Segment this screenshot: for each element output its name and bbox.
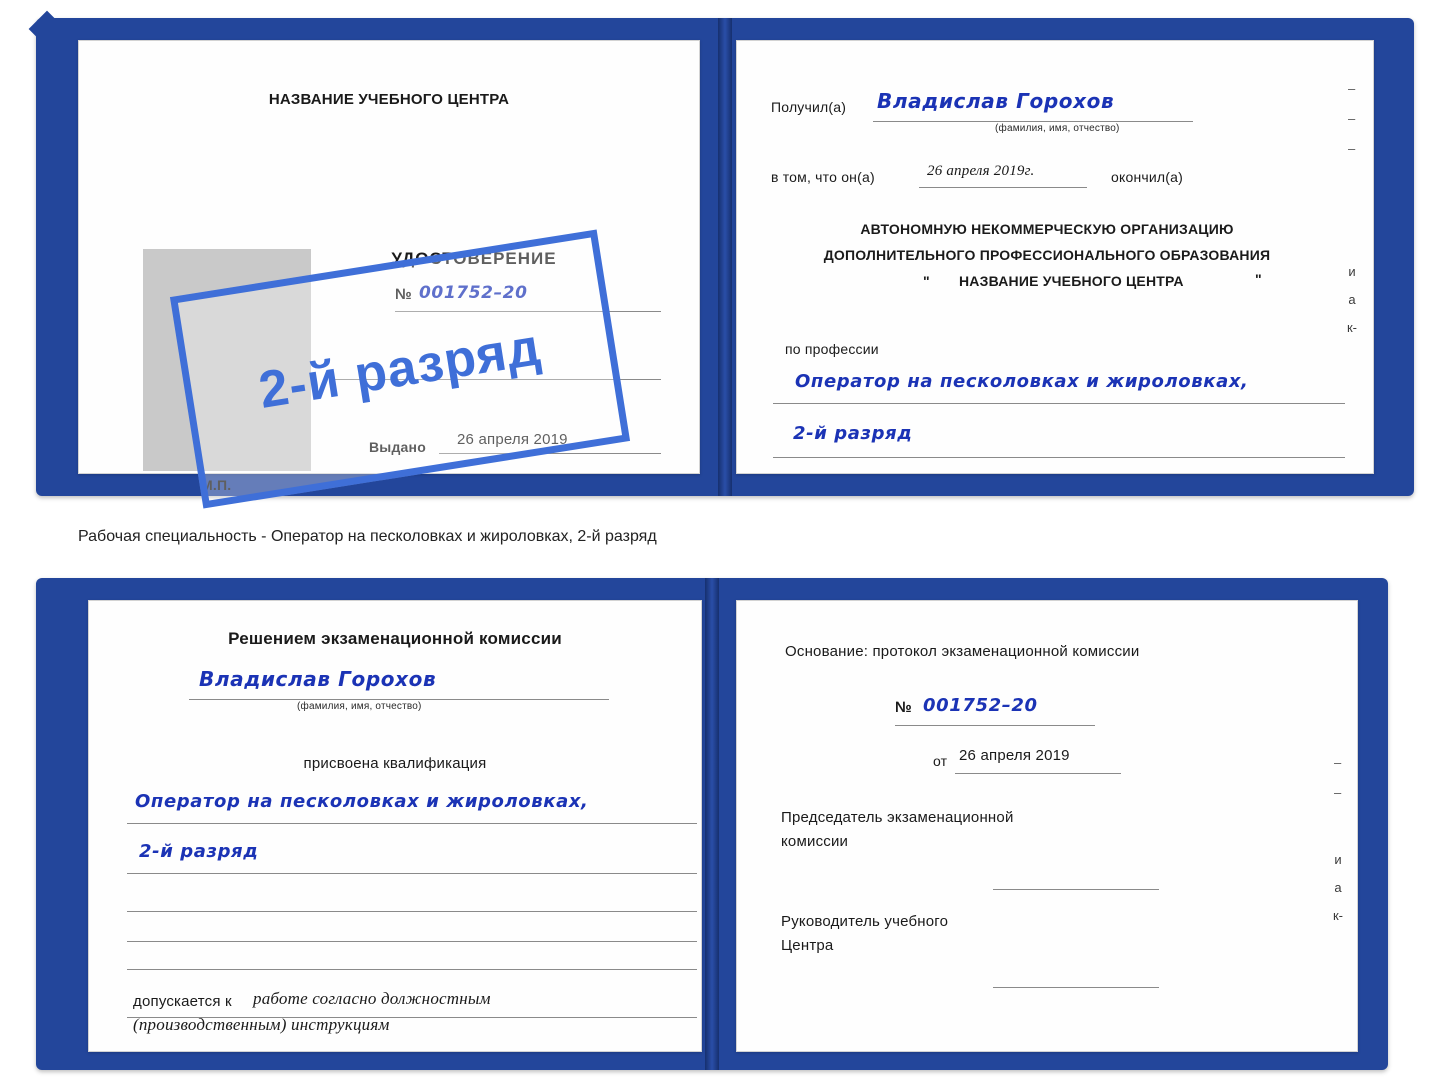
grade-value: 2-й разряд <box>793 423 913 444</box>
date-label: от <box>933 753 948 769</box>
certificate-inside-book <box>36 578 1388 1070</box>
head-line-2: Центра <box>781 937 834 954</box>
org-quote-open: " <box>923 273 930 289</box>
inside-right-page <box>736 600 1358 1052</box>
received-name: Владислав Горохов <box>877 89 1115 113</box>
page-caption: Рабочая специальность - Оператор на песколовках и жироловках, 2-й разряд <box>78 528 657 545</box>
grade-watermark-text: 2-й разряд <box>255 318 545 420</box>
protocol-date-rule <box>955 773 1121 774</box>
qual-rule-4 <box>127 941 697 942</box>
front-right-page <box>736 40 1374 474</box>
person-name-rule <box>189 699 609 700</box>
profession-value: Оператор на песколовках и жироловках, <box>795 371 1249 392</box>
qual-rule-2 <box>127 873 697 874</box>
finished-label: окончил(а) <box>1111 169 1183 185</box>
chairman-signature-rule <box>993 889 1159 890</box>
certificate-title: УДОСТОВЕРЕНИЕ <box>391 249 557 268</box>
admitted-value-2: (производственным) инструкциям <box>133 1015 390 1034</box>
inside-left-page <box>88 600 702 1052</box>
protocol-number: 001752–20 <box>923 695 1038 716</box>
qualification-label: присвоена квалификация <box>303 755 487 772</box>
in-that-label: в том, что он(а) <box>771 169 875 185</box>
profession-rule-1 <box>773 403 1345 404</box>
basis-label: Основание: протокол экзаменационной комиссии <box>785 643 1140 660</box>
seal-label: М.П. <box>201 477 232 493</box>
center-name-heading: НАЗВАНИЕ УЧЕБНОГО ЦЕНТРА <box>268 91 510 108</box>
profession-rule-2 <box>773 457 1345 458</box>
issued-date: 26 апреля 2019 <box>457 431 568 448</box>
qual-rule-1 <box>127 823 697 824</box>
decision-heading: Решением экзаменационной комиссии <box>228 629 562 648</box>
admitted-value-1: работе согласно должностным <box>253 989 491 1008</box>
name-hint: (фамилия, имя, отчество) <box>297 701 422 712</box>
cover-corner-tl <box>29 11 66 48</box>
chairman-line-2: комиссии <box>781 833 849 850</box>
issued-label: Выдано <box>369 439 426 455</box>
qualification-value: Оператор на песколовках и жироловках, <box>135 791 589 812</box>
org-line-1: АВТОНОМНУЮ НЕКОММЕРЧЕСКУЮ ОРГАНИЗАЦИЮ <box>860 221 1234 237</box>
qual-rule-3 <box>127 911 697 912</box>
number-symbol: № <box>395 286 412 303</box>
protocol-date: 26 апреля 2019 <box>959 747 1070 764</box>
grade-value: 2-й разряд <box>139 841 259 862</box>
person-name: Владислав Горохов <box>199 667 437 691</box>
admitted-label: допускается к <box>133 993 232 1010</box>
received-rule <box>873 121 1193 122</box>
front-edge-letters: и а к- <box>1346 264 1358 335</box>
head-signature-rule <box>993 987 1159 988</box>
certificate-number: 001752–20 <box>419 283 528 303</box>
completion-rule <box>919 187 1087 188</box>
front-edge-dashes: – – – <box>1348 81 1356 156</box>
inside-edge-letters: и а к- <box>1332 852 1344 923</box>
received-label: Получил(а) <box>771 99 847 115</box>
inside-edge-dashes: – – <box>1334 755 1342 800</box>
profession-label: по профессии <box>785 341 879 357</box>
number-symbol: № <box>895 699 912 716</box>
protocol-number-rule <box>895 725 1095 726</box>
completion-date: 26 апреля 2019г. <box>927 163 1035 179</box>
org-line-2: ДОПОЛНИТЕЛЬНОГО ПРОФЕССИОНАЛЬНОГО ОБРАЗОВАНИЯ <box>823 247 1271 263</box>
org-quote-close: " <box>1255 271 1262 287</box>
chairman-line-1: Председатель экзаменационной <box>781 809 1014 826</box>
org-name: НАЗВАНИЕ УЧЕБНОГО ЦЕНТРА <box>959 273 1184 289</box>
qual-rule-5 <box>127 969 697 970</box>
name-hint: (фамилия, имя, отчество) <box>995 123 1120 134</box>
head-line-1: Руководитель учебного <box>781 913 949 930</box>
